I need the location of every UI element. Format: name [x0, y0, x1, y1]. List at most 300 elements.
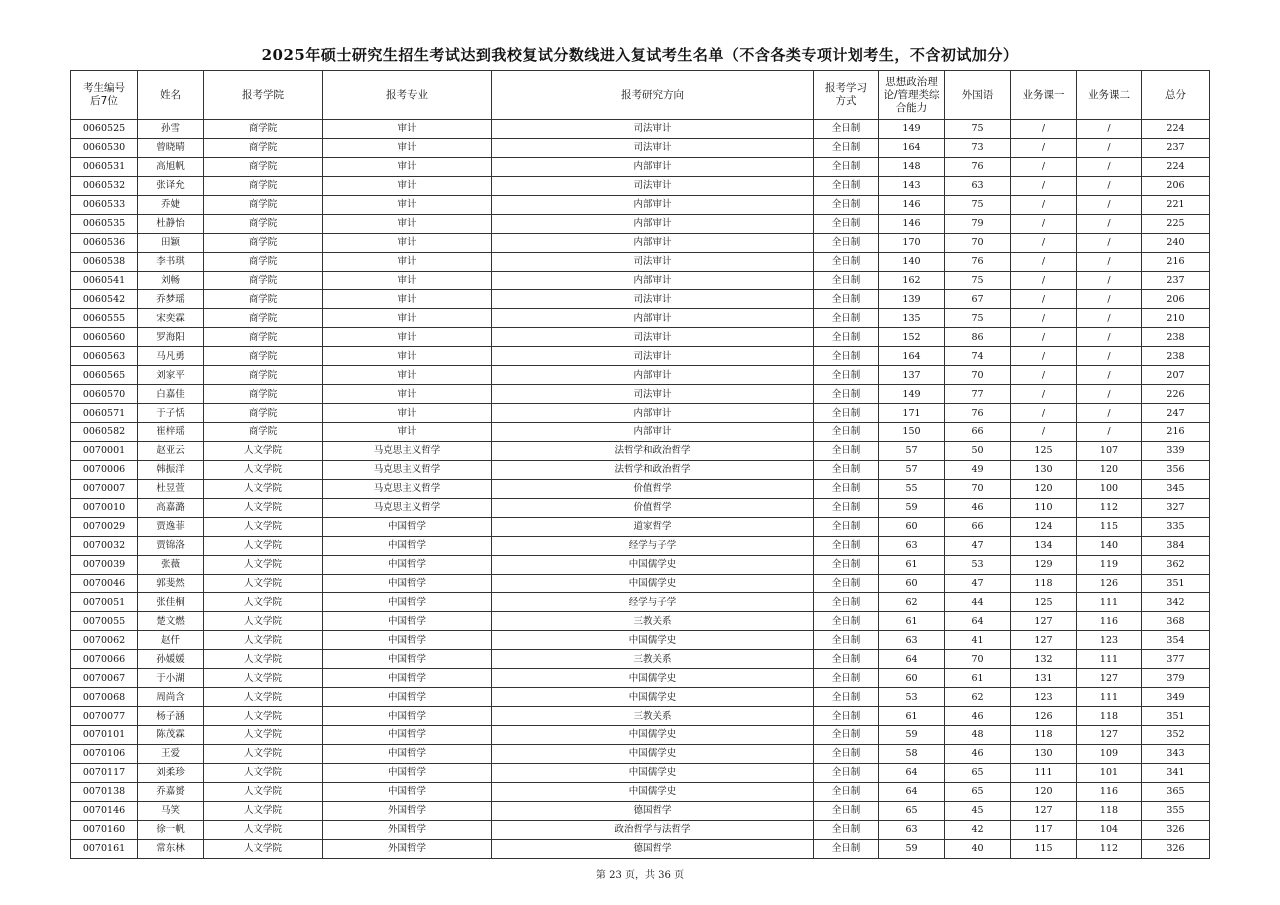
- cell-college: 人文学院: [204, 726, 323, 745]
- cell-study-mode: 全日制: [814, 574, 879, 593]
- cell-major: 审计: [323, 252, 492, 271]
- cell-name: 刘家平: [138, 366, 204, 385]
- cell-total-score: 356: [1142, 460, 1210, 479]
- cell-course-one-score: 117: [1011, 820, 1077, 839]
- cell-candidate-id: 0060570: [71, 385, 138, 404]
- cell-course-one-score: 127: [1011, 801, 1077, 820]
- cell-research-direction: 道家哲学: [492, 517, 814, 536]
- cell-candidate-id: 0060538: [71, 252, 138, 271]
- cell-foreign-language-score: 47: [945, 574, 1011, 593]
- cell-total-score: 216: [1142, 423, 1210, 442]
- header-candidate-id: 考生编号后7位: [71, 71, 138, 120]
- cell-foreign-language-score: 75: [945, 309, 1011, 328]
- cell-candidate-id: 0070146: [71, 801, 138, 820]
- cell-course-two-score: /: [1077, 252, 1142, 271]
- cell-name: 田颖: [138, 233, 204, 252]
- cell-total-score: 365: [1142, 782, 1210, 801]
- cell-major: 中国哲学: [323, 517, 492, 536]
- cell-name: 徐一帆: [138, 820, 204, 839]
- page-number: 第 23 页，共 36 页: [595, 870, 685, 881]
- cell-politics-score: 64: [879, 650, 945, 669]
- table-row: [71, 290, 1210, 309]
- table-row: [71, 555, 1210, 574]
- cell-total-score: 351: [1142, 707, 1210, 726]
- cell-research-direction: 司法审计: [492, 328, 814, 347]
- cell-study-mode: 全日制: [814, 271, 879, 290]
- table-row: [71, 138, 1210, 157]
- cell-college: 人文学院: [204, 517, 323, 536]
- cell-name: 周尚含: [138, 688, 204, 707]
- cell-course-two-score: 127: [1077, 726, 1142, 745]
- table-row: [71, 726, 1210, 745]
- cell-course-two-score: /: [1077, 233, 1142, 252]
- cell-course-two-score: /: [1077, 309, 1142, 328]
- cell-course-two-score: 118: [1077, 801, 1142, 820]
- cell-research-direction: 司法审计: [492, 252, 814, 271]
- cell-total-score: 225: [1142, 214, 1210, 233]
- cell-study-mode: 全日制: [814, 252, 879, 271]
- cell-name: 刘畅: [138, 271, 204, 290]
- cell-foreign-language-score: 45: [945, 801, 1011, 820]
- cell-course-two-score: /: [1077, 290, 1142, 309]
- cell-course-two-score: 112: [1077, 839, 1142, 858]
- table-row: [71, 612, 1210, 631]
- cell-course-one-score: 127: [1011, 612, 1077, 631]
- cell-course-one-score: 132: [1011, 650, 1077, 669]
- cell-course-one-score: 123: [1011, 688, 1077, 707]
- cell-research-direction: 司法审计: [492, 290, 814, 309]
- cell-research-direction: 中国儒学史: [492, 744, 814, 763]
- table-row: [71, 688, 1210, 707]
- table-row: [71, 252, 1210, 271]
- cell-course-one-score: 125: [1011, 593, 1077, 612]
- cell-foreign-language-score: 61: [945, 669, 1011, 688]
- cell-politics-score: 139: [879, 290, 945, 309]
- cell-foreign-language-score: 53: [945, 555, 1011, 574]
- cell-politics-score: 64: [879, 763, 945, 782]
- table-row: [71, 479, 1210, 498]
- cell-name: 于小湖: [138, 669, 204, 688]
- cell-study-mode: 全日制: [814, 176, 879, 195]
- table-row: [71, 195, 1210, 214]
- cell-study-mode: 全日制: [814, 195, 879, 214]
- cell-study-mode: 全日制: [814, 744, 879, 763]
- cell-name: 杜昱萱: [138, 479, 204, 498]
- cell-study-mode: 全日制: [814, 233, 879, 252]
- cell-course-two-score: /: [1077, 271, 1142, 290]
- cell-course-two-score: /: [1077, 328, 1142, 347]
- cell-total-score: 240: [1142, 233, 1210, 252]
- cell-major: 审计: [323, 366, 492, 385]
- cell-foreign-language-score: 48: [945, 726, 1011, 745]
- cell-politics-score: 150: [879, 423, 945, 442]
- table-row: [71, 801, 1210, 820]
- cell-total-score: 210: [1142, 309, 1210, 328]
- cell-course-two-score: 111: [1077, 650, 1142, 669]
- cell-course-two-score: 100: [1077, 479, 1142, 498]
- cell-course-two-score: /: [1077, 195, 1142, 214]
- cell-politics-score: 59: [879, 498, 945, 517]
- cell-total-score: 352: [1142, 726, 1210, 745]
- cell-research-direction: 三教关系: [492, 707, 814, 726]
- cell-name: 贾锦洛: [138, 536, 204, 555]
- cell-foreign-language-score: 62: [945, 688, 1011, 707]
- cell-college: 商学院: [204, 233, 323, 252]
- cell-study-mode: 全日制: [814, 498, 879, 517]
- header-name: 姓名: [138, 71, 204, 120]
- cell-major: 马克思主义哲学: [323, 441, 492, 460]
- cell-study-mode: 全日制: [814, 726, 879, 745]
- cell-politics-score: 63: [879, 631, 945, 650]
- cell-politics-score: 53: [879, 688, 945, 707]
- cell-research-direction: 价值哲学: [492, 498, 814, 517]
- cell-politics-score: 171: [879, 404, 945, 423]
- cell-research-direction: 内部审计: [492, 271, 814, 290]
- cell-study-mode: 全日制: [814, 441, 879, 460]
- cell-major: 中国哲学: [323, 688, 492, 707]
- cell-college: 人文学院: [204, 650, 323, 669]
- cell-major: 中国哲学: [323, 650, 492, 669]
- cell-research-direction: 内部审计: [492, 366, 814, 385]
- cell-total-score: 206: [1142, 176, 1210, 195]
- cell-politics-score: 59: [879, 726, 945, 745]
- cell-course-two-score: /: [1077, 347, 1142, 366]
- cell-name: 刘柔珍: [138, 763, 204, 782]
- cell-foreign-language-score: 44: [945, 593, 1011, 612]
- table-row: [71, 441, 1210, 460]
- cell-foreign-language-score: 49: [945, 460, 1011, 479]
- cell-course-one-score: /: [1011, 366, 1077, 385]
- cell-name: 李书琪: [138, 252, 204, 271]
- cell-course-two-score: 127: [1077, 669, 1142, 688]
- cell-total-score: 327: [1142, 498, 1210, 517]
- cell-course-one-score: /: [1011, 233, 1077, 252]
- cell-study-mode: 全日制: [814, 120, 879, 139]
- cell-candidate-id: 0060560: [71, 328, 138, 347]
- cell-study-mode: 全日制: [814, 290, 879, 309]
- cell-foreign-language-score: 70: [945, 479, 1011, 498]
- cell-course-two-score: 126: [1077, 574, 1142, 593]
- cell-candidate-id: 0060571: [71, 404, 138, 423]
- cell-course-one-score: /: [1011, 423, 1077, 442]
- cell-foreign-language-score: 42: [945, 820, 1011, 839]
- cell-major: 审计: [323, 157, 492, 176]
- cell-foreign-language-score: 65: [945, 763, 1011, 782]
- cell-major: 审计: [323, 176, 492, 195]
- table-row: [71, 328, 1210, 347]
- header-research-direction: 报考研究方向: [492, 71, 814, 120]
- cell-course-one-score: 126: [1011, 707, 1077, 726]
- cell-college: 商学院: [204, 271, 323, 290]
- cell-name: 于子恬: [138, 404, 204, 423]
- cell-course-one-score: /: [1011, 290, 1077, 309]
- header-total: 总分: [1142, 71, 1210, 120]
- cell-politics-score: 146: [879, 214, 945, 233]
- cell-course-two-score: 112: [1077, 498, 1142, 517]
- cell-college: 人文学院: [204, 536, 323, 555]
- cell-course-one-score: /: [1011, 347, 1077, 366]
- table-row: [71, 517, 1210, 536]
- table-row: [71, 707, 1210, 726]
- cell-study-mode: 全日制: [814, 669, 879, 688]
- cell-research-direction: 内部审计: [492, 404, 814, 423]
- cell-course-one-score: /: [1011, 271, 1077, 290]
- cell-research-direction: 三教关系: [492, 612, 814, 631]
- cell-research-direction: 三教关系: [492, 650, 814, 669]
- cell-course-one-score: 129: [1011, 555, 1077, 574]
- cell-name: 张佳桐: [138, 593, 204, 612]
- header-foreign-language: 外国语: [945, 71, 1011, 120]
- cell-candidate-id: 0070051: [71, 593, 138, 612]
- cell-major: 中国哲学: [323, 631, 492, 650]
- cell-major: 审计: [323, 214, 492, 233]
- cell-total-score: 224: [1142, 120, 1210, 139]
- cell-major: 马克思主义哲学: [323, 479, 492, 498]
- cell-foreign-language-score: 75: [945, 195, 1011, 214]
- cell-course-one-score: /: [1011, 404, 1077, 423]
- cell-foreign-language-score: 47: [945, 536, 1011, 555]
- cell-politics-score: 137: [879, 366, 945, 385]
- cell-research-direction: 司法审计: [492, 176, 814, 195]
- cell-total-score: 206: [1142, 290, 1210, 309]
- cell-college: 商学院: [204, 157, 323, 176]
- cell-college: 人文学院: [204, 669, 323, 688]
- table-row: [71, 460, 1210, 479]
- cell-research-direction: 内部审计: [492, 423, 814, 442]
- cell-major: 审计: [323, 423, 492, 442]
- cell-course-one-score: 118: [1011, 726, 1077, 745]
- cell-college: 人文学院: [204, 744, 323, 763]
- cell-college: 商学院: [204, 138, 323, 157]
- cell-study-mode: 全日制: [814, 650, 879, 669]
- cell-candidate-id: 0070077: [71, 707, 138, 726]
- cell-course-one-score: /: [1011, 309, 1077, 328]
- cell-total-score: 224: [1142, 157, 1210, 176]
- cell-course-two-score: /: [1077, 366, 1142, 385]
- cell-major: 外国哲学: [323, 839, 492, 858]
- cell-politics-score: 61: [879, 555, 945, 574]
- cell-total-score: 341: [1142, 763, 1210, 782]
- table-row: [71, 669, 1210, 688]
- cell-major: 审计: [323, 195, 492, 214]
- cell-foreign-language-score: 67: [945, 290, 1011, 309]
- cell-politics-score: 59: [879, 839, 945, 858]
- table-row: [71, 498, 1210, 517]
- header-major: 报考专业: [323, 71, 492, 120]
- cell-course-one-score: 120: [1011, 479, 1077, 498]
- cell-name: 孙雪: [138, 120, 204, 139]
- cell-course-one-score: 125: [1011, 441, 1077, 460]
- cell-course-one-score: 130: [1011, 460, 1077, 479]
- cell-study-mode: 全日制: [814, 536, 879, 555]
- cell-candidate-id: 0070007: [71, 479, 138, 498]
- cell-college: 商学院: [204, 347, 323, 366]
- cell-candidate-id: 0070046: [71, 574, 138, 593]
- cell-course-two-score: 120: [1077, 460, 1142, 479]
- table-row: [71, 214, 1210, 233]
- cell-study-mode: 全日制: [814, 820, 879, 839]
- cell-politics-score: 164: [879, 138, 945, 157]
- cell-research-direction: 司法审计: [492, 347, 814, 366]
- cell-research-direction: 司法审计: [492, 385, 814, 404]
- cell-politics-score: 146: [879, 195, 945, 214]
- cell-college: 商学院: [204, 366, 323, 385]
- cell-politics-score: 162: [879, 271, 945, 290]
- cell-major: 审计: [323, 233, 492, 252]
- cell-candidate-id: 0070032: [71, 536, 138, 555]
- table-row: [71, 385, 1210, 404]
- cell-politics-score: 143: [879, 176, 945, 195]
- cell-course-two-score: 119: [1077, 555, 1142, 574]
- cell-research-direction: 内部审计: [492, 233, 814, 252]
- cell-candidate-id: 0060525: [71, 120, 138, 139]
- table-row: [71, 271, 1210, 290]
- cell-course-one-score: /: [1011, 385, 1077, 404]
- cell-major: 审计: [323, 309, 492, 328]
- cell-course-one-score: 131: [1011, 669, 1077, 688]
- cell-major: 审计: [323, 404, 492, 423]
- cell-course-two-score: /: [1077, 157, 1142, 176]
- cell-course-one-score: /: [1011, 157, 1077, 176]
- cell-foreign-language-score: 40: [945, 839, 1011, 858]
- cell-candidate-id: 0070067: [71, 669, 138, 688]
- cell-politics-score: 58: [879, 744, 945, 763]
- cell-college: 人文学院: [204, 479, 323, 498]
- table-row: [71, 233, 1210, 252]
- cell-politics-score: 63: [879, 536, 945, 555]
- cell-course-two-score: /: [1077, 385, 1142, 404]
- cell-course-two-score: 104: [1077, 820, 1142, 839]
- cell-course-two-score: 116: [1077, 782, 1142, 801]
- cell-research-direction: 司法审计: [492, 120, 814, 139]
- table-header-row: [71, 71, 1210, 120]
- cell-candidate-id: 0070062: [71, 631, 138, 650]
- cell-research-direction: 经学与子学: [492, 593, 814, 612]
- cell-name: 高旭帆: [138, 157, 204, 176]
- cell-major: 中国哲学: [323, 782, 492, 801]
- cell-name: 赵仟: [138, 631, 204, 650]
- cell-politics-score: 65: [879, 801, 945, 820]
- cell-major: 审计: [323, 290, 492, 309]
- table-row: [71, 366, 1210, 385]
- cell-course-two-score: /: [1077, 138, 1142, 157]
- cell-course-one-score: 130: [1011, 744, 1077, 763]
- cell-course-one-score: 115: [1011, 839, 1077, 858]
- cell-politics-score: 57: [879, 460, 945, 479]
- cell-college: 商学院: [204, 176, 323, 195]
- cell-foreign-language-score: 79: [945, 214, 1011, 233]
- cell-college: 商学院: [204, 328, 323, 347]
- cell-major: 审计: [323, 138, 492, 157]
- cell-name: 崔梓瑶: [138, 423, 204, 442]
- cell-total-score: 354: [1142, 631, 1210, 650]
- cell-college: 人文学院: [204, 707, 323, 726]
- cell-course-two-score: /: [1077, 404, 1142, 423]
- header-politics-score: 思想政治理论/管理类综合能力: [879, 71, 945, 120]
- cell-college: 商学院: [204, 252, 323, 271]
- cell-candidate-id: 0060535: [71, 214, 138, 233]
- cell-course-one-score: /: [1011, 195, 1077, 214]
- cell-total-score: 339: [1142, 441, 1210, 460]
- cell-research-direction: 中国儒学史: [492, 782, 814, 801]
- cell-total-score: 368: [1142, 612, 1210, 631]
- cell-study-mode: 全日制: [814, 423, 879, 442]
- cell-course-two-score: 109: [1077, 744, 1142, 763]
- cell-politics-score: 60: [879, 517, 945, 536]
- cell-foreign-language-score: 66: [945, 423, 1011, 442]
- cell-college: 商学院: [204, 290, 323, 309]
- table-row: [71, 574, 1210, 593]
- cell-total-score: 349: [1142, 688, 1210, 707]
- cell-name: 陈茂霖: [138, 726, 204, 745]
- cell-course-two-score: 111: [1077, 593, 1142, 612]
- cell-total-score: 355: [1142, 801, 1210, 820]
- cell-major: 中国哲学: [323, 536, 492, 555]
- cell-study-mode: 全日制: [814, 309, 879, 328]
- cell-course-one-score: /: [1011, 138, 1077, 157]
- cell-name: 乔嘉赟: [138, 782, 204, 801]
- cell-politics-score: 135: [879, 309, 945, 328]
- cell-candidate-id: 0070010: [71, 498, 138, 517]
- cell-candidate-id: 0060536: [71, 233, 138, 252]
- cell-name: 杨子涵: [138, 707, 204, 726]
- cell-major: 中国哲学: [323, 574, 492, 593]
- cell-research-direction: 中国儒学史: [492, 688, 814, 707]
- cell-candidate-id: 0070029: [71, 517, 138, 536]
- table-row: [71, 176, 1210, 195]
- cell-college: 商学院: [204, 309, 323, 328]
- cell-foreign-language-score: 75: [945, 271, 1011, 290]
- cell-research-direction: 中国儒学史: [492, 669, 814, 688]
- cell-study-mode: 全日制: [814, 688, 879, 707]
- cell-politics-score: 61: [879, 612, 945, 631]
- cell-foreign-language-score: 46: [945, 498, 1011, 517]
- cell-college: 人文学院: [204, 688, 323, 707]
- cell-name: 杜静怡: [138, 214, 204, 233]
- cell-college: 商学院: [204, 404, 323, 423]
- cell-major: 中国哲学: [323, 726, 492, 745]
- cell-research-direction: 德国哲学: [492, 801, 814, 820]
- cell-politics-score: 57: [879, 441, 945, 460]
- cell-foreign-language-score: 75: [945, 120, 1011, 139]
- cell-name: 韩振洋: [138, 460, 204, 479]
- cell-foreign-language-score: 65: [945, 782, 1011, 801]
- table-row: [71, 744, 1210, 763]
- cell-total-score: 238: [1142, 347, 1210, 366]
- cell-candidate-id: 0070055: [71, 612, 138, 631]
- cell-foreign-language-score: 76: [945, 252, 1011, 271]
- table-row: [71, 593, 1210, 612]
- header-college: 报考学院: [204, 71, 323, 120]
- cell-candidate-id: 0060532: [71, 176, 138, 195]
- cell-politics-score: 55: [879, 479, 945, 498]
- cell-politics-score: 170: [879, 233, 945, 252]
- cell-college: 商学院: [204, 385, 323, 404]
- cell-study-mode: 全日制: [814, 555, 879, 574]
- table-row: [71, 631, 1210, 650]
- cell-candidate-id: 0060555: [71, 309, 138, 328]
- cell-study-mode: 全日制: [814, 763, 879, 782]
- cell-college: 商学院: [204, 195, 323, 214]
- cell-study-mode: 全日制: [814, 214, 879, 233]
- cell-course-one-score: 118: [1011, 574, 1077, 593]
- cell-college: 人文学院: [204, 820, 323, 839]
- cell-politics-score: 60: [879, 574, 945, 593]
- cell-study-mode: 全日制: [814, 479, 879, 498]
- cell-study-mode: 全日制: [814, 801, 879, 820]
- cell-major: 中国哲学: [323, 744, 492, 763]
- cell-research-direction: 政治哲学与法哲学: [492, 820, 814, 839]
